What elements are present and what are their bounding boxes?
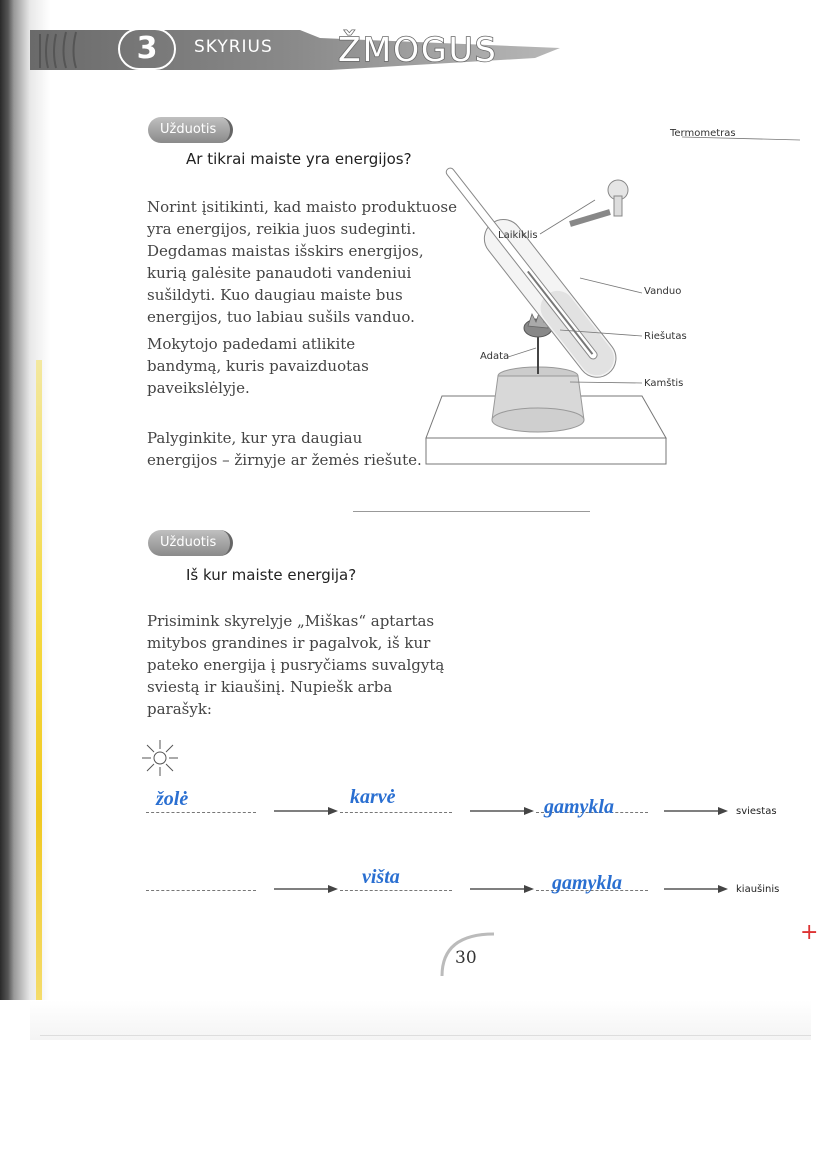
task-paragraph: Prisimink skyrelyje „Miškas“ aptartas mitybos grandines ir pagalvok, iš kur pateko energija į pusryčiams suvalgytą sviestą ir kiaušinį. Nupiešk arba parašyk: — [147, 612, 445, 718]
arrow-right-icon — [664, 884, 728, 894]
page-edge-yellow — [36, 360, 42, 1010]
blank-line — [340, 890, 452, 891]
task-heading: Iš kur maiste energija? — [186, 566, 357, 584]
chain-end-label: sviestas — [736, 806, 777, 817]
page-edge — [0, 0, 50, 1000]
blank-line — [340, 812, 452, 813]
experiment-diagram — [420, 120, 736, 480]
arrow-right-icon — [274, 806, 338, 816]
answer-slot[interactable]: gamykla — [552, 872, 622, 894]
page-bottom-shade — [30, 1000, 811, 1040]
arrow-right-icon — [274, 884, 338, 894]
chapter-title: ŽMOGUS — [338, 30, 498, 69]
blank-line — [146, 890, 256, 891]
label-peanut: Riešutas — [644, 331, 687, 342]
task-badge: Užduotis — [148, 530, 233, 556]
answer-slot[interactable]: gamykla — [544, 796, 614, 818]
task-paragraph: Palyginkite, kur yra daugiau energijos – žirnyje ar žemės riešute. — [147, 429, 422, 469]
page-number: 30 — [455, 948, 477, 968]
label-cork: Kamštis — [644, 378, 684, 389]
grader-mark: + — [800, 920, 818, 945]
chain-end-label: kiaušinis — [736, 884, 780, 895]
label-holder: Laikiklis — [498, 230, 538, 241]
chapter-number: 3 — [118, 28, 176, 70]
label-needle: Adata — [480, 351, 510, 362]
answer-slot[interactable]: žolė — [156, 788, 189, 810]
sun-icon — [140, 738, 180, 778]
page-bottom-line — [40, 1035, 811, 1036]
label-water: Vanduo — [644, 286, 682, 297]
answer-slot[interactable]: karvė — [350, 786, 396, 808]
answer-slot[interactable]: višta — [362, 866, 400, 888]
arrow-right-icon — [470, 806, 534, 816]
task-paragraph: Norint įsitikinti, kad maisto produktuose yra energijos, reikia juos sudeginti. Degdamas maistas išskirs energijos, kurią galėsite panaudoti vandeniui sušildyti. Kuo daugiau maiste bus energijos, tuo labiau sušils vanduo. — [147, 198, 457, 326]
task-paragraph: Mokytojo padedami atlikite bandymą, kuris pavaizduotas paveikslėlyje. — [147, 335, 369, 397]
label-thermometer: Termometras — [670, 128, 736, 139]
arrow-right-icon — [664, 806, 728, 816]
section-divider — [353, 511, 590, 512]
task-heading: Ar tikrai maiste yra energijos? — [186, 150, 412, 168]
arrow-right-icon — [470, 884, 534, 894]
blank-line — [146, 812, 256, 813]
chapter-label: SKYRIUS — [194, 37, 273, 57]
task-badge: Užduotis — [148, 117, 233, 143]
